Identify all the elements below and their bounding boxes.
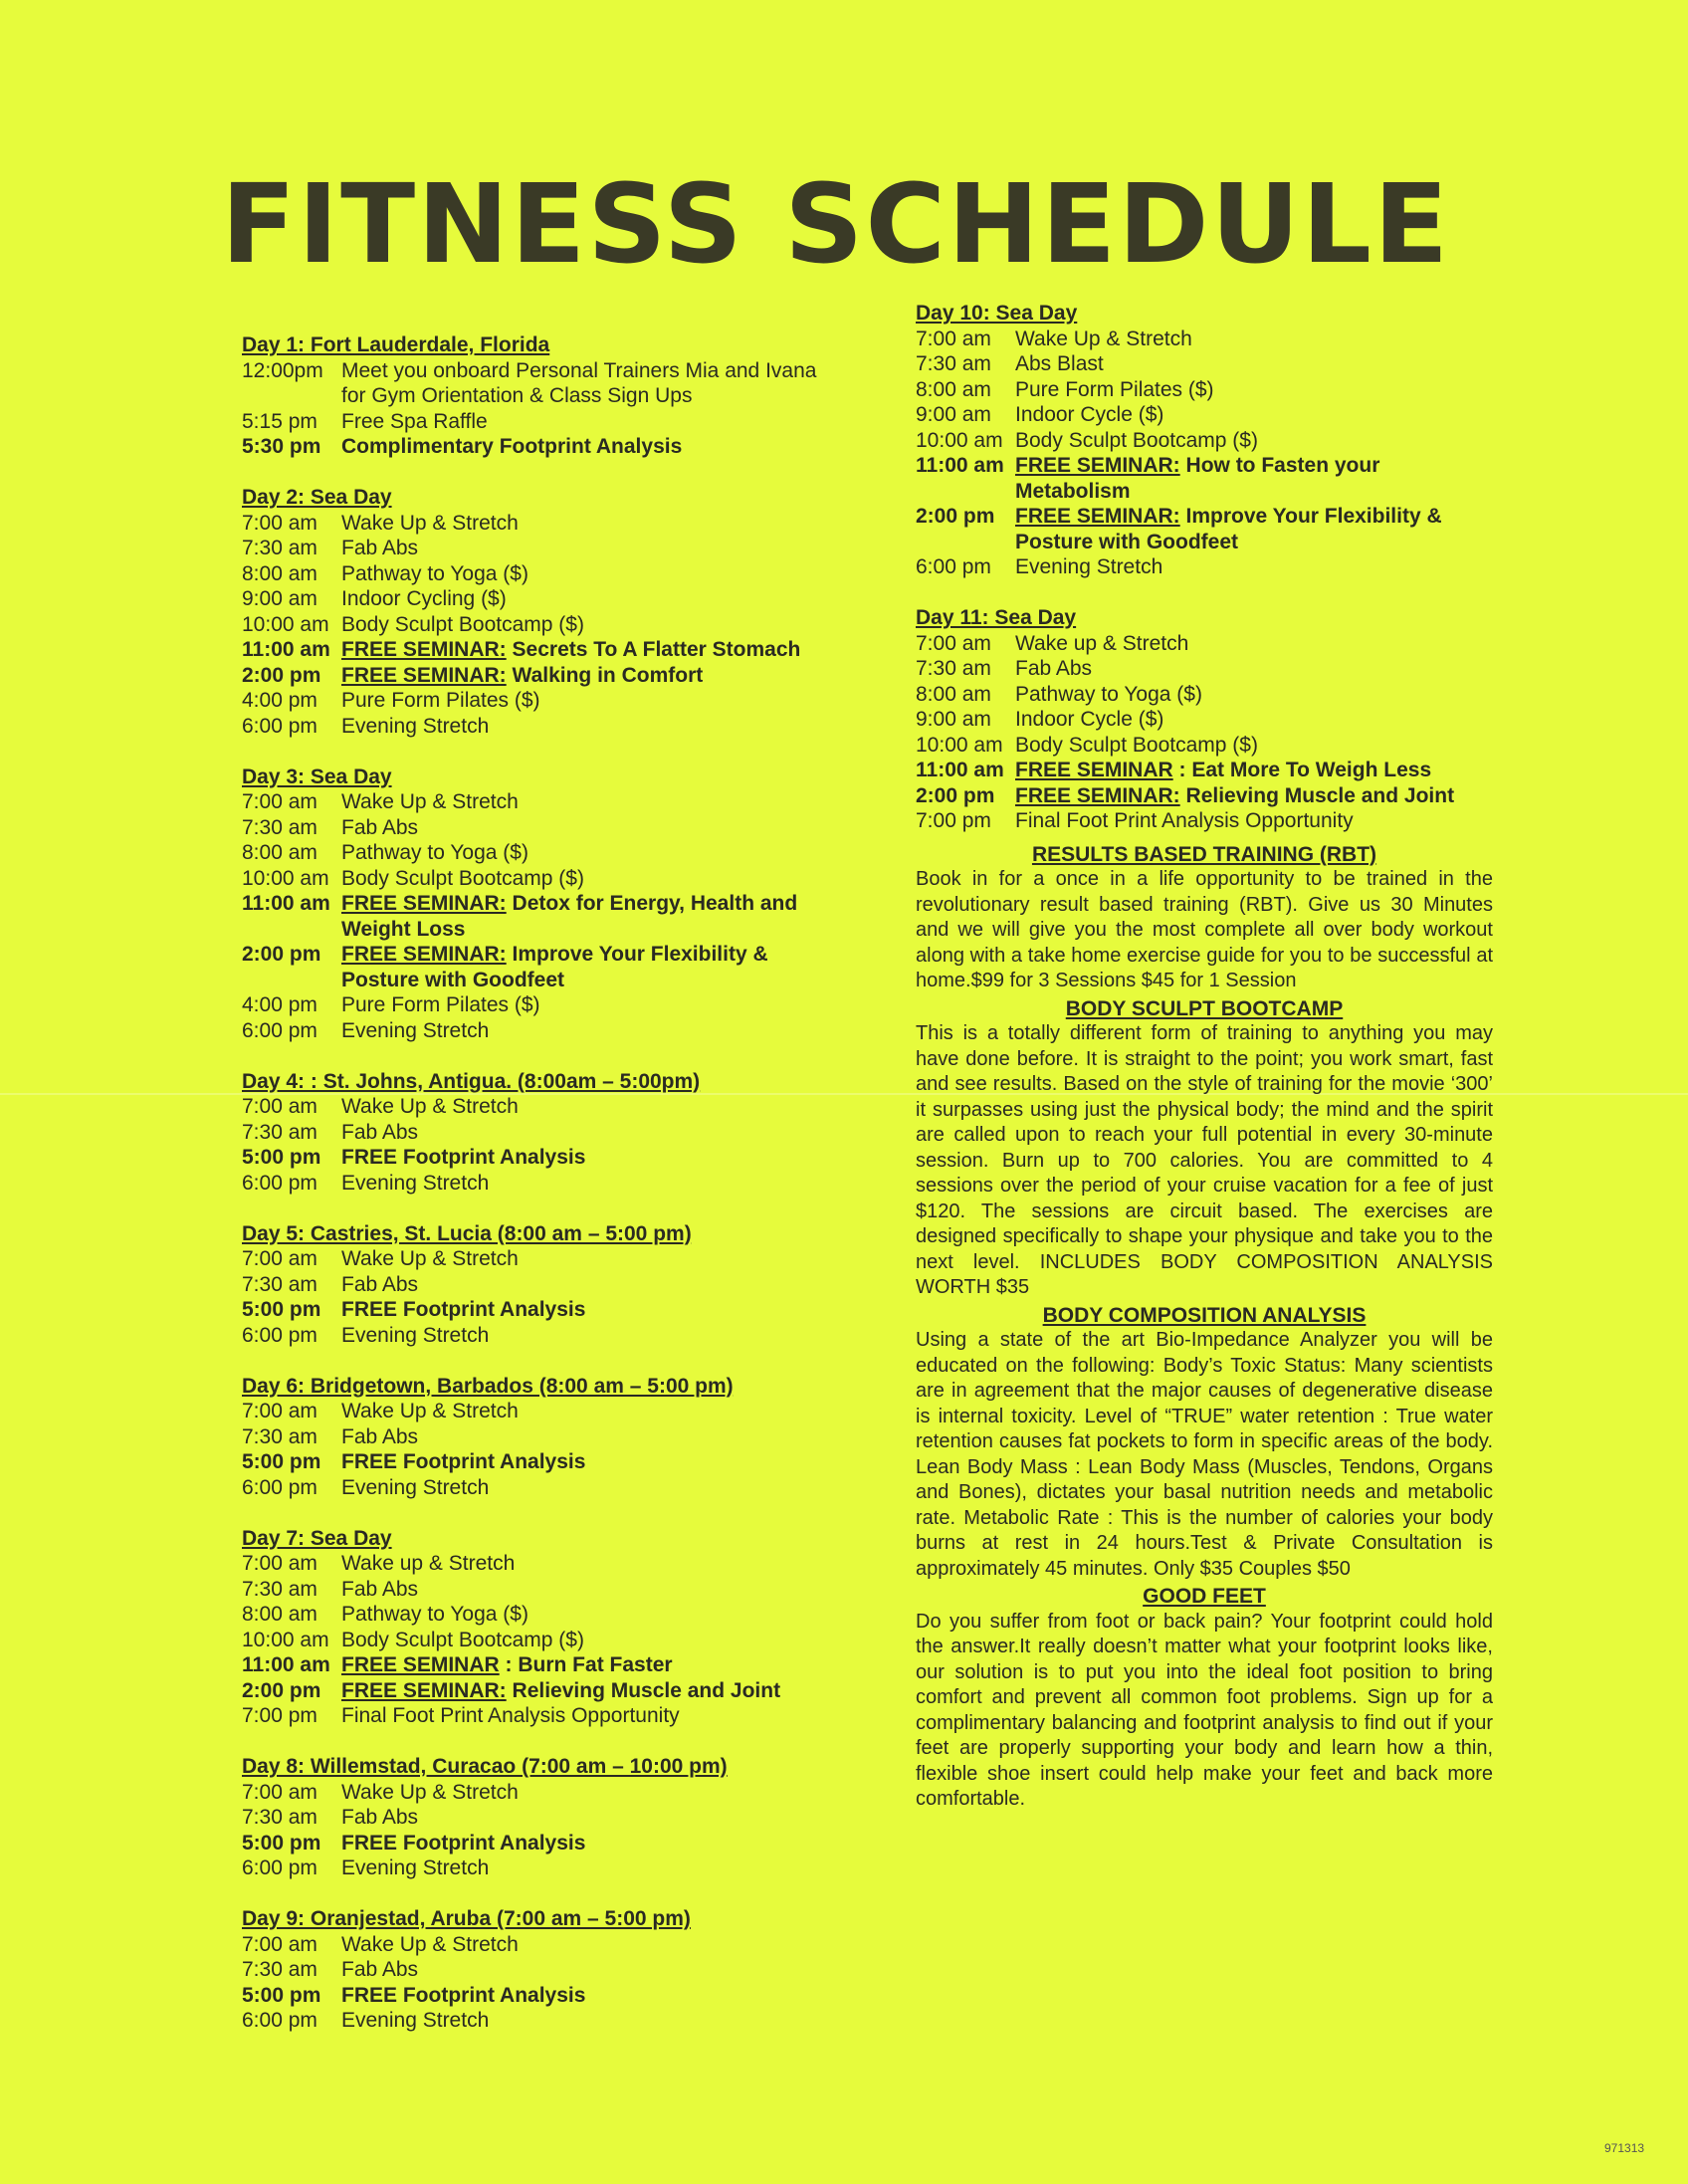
activity-label: Relieving Muscle and Joint [1185, 783, 1455, 807]
time-label: 7:00 am [242, 1780, 317, 1804]
activity-cell [341, 1297, 839, 1323]
activity-label: Indoor Cycle ($) [1015, 403, 1164, 426]
activity-cell [341, 840, 839, 866]
schedule-row [242, 1399, 839, 1424]
time-label: 7:30 am [242, 815, 317, 839]
activity-label: Improve Your Flexibility & Posture with Goodfeet [341, 943, 768, 991]
section-body: Book in for a once in a life opportunity to be trained in the revolutionary result based training (RBT). Give us 30 Minutes and we will give you the most complete all over body workout along with a take home exercise guide for you to be successful at home.$99 for 3 Sessions $45 for 1 Session [916, 868, 1493, 991]
activity-cell [1015, 631, 1493, 657]
schedule-row [242, 1323, 839, 1349]
activity-cell [1015, 808, 1493, 834]
activity-cell [341, 358, 839, 409]
time-label: 7:00 pm [242, 1704, 317, 1727]
activity-cell [1015, 327, 1493, 352]
activity-cell [341, 891, 839, 942]
activity-label: FREE Footprint Analysis [341, 1298, 586, 1321]
schedule-row [242, 1094, 839, 1120]
schedule-row [242, 511, 839, 537]
activity-label: Fab Abs [341, 1806, 419, 1829]
schedule-row [242, 1449, 839, 1475]
activity-label: Evening Stretch [341, 1475, 490, 1499]
activity-cell [341, 1577, 839, 1603]
time-label: 9:00 am [242, 587, 317, 610]
activity-label: Pathway to Yoga ($) [341, 841, 528, 864]
schedule-row [242, 1652, 839, 1678]
time-label: 12:00pm [242, 358, 323, 382]
activity-cell [341, 1551, 839, 1577]
seminar-label: FREE SEMINAR: [341, 892, 507, 915]
activity-label: Secrets To A Flatter Stomach [512, 638, 801, 661]
schedule-row [242, 1983, 839, 2009]
day-block [242, 332, 839, 460]
activity-label: Fab Abs [341, 1120, 419, 1144]
activity-label: Final Foot Print Analysis Opportunity [1015, 809, 1354, 832]
activity-label: How to Fasten your Metabolism [1015, 454, 1380, 503]
time-label: 2:00 pm [916, 783, 995, 807]
activity-cell [341, 1399, 839, 1424]
section-body: Using a state of the art Bio-Impedance Analyzer you will be educated on the following: Body’s Toxic Status: Many scientists are in agreement that the major causes of degenerative disease is internal toxicity. Level of “TRUE” water retention : True water retention causes fat pockets to form in specific areas of the body. Lean Body Mass : Lean Body Mass (Muscles, Tendons, Organs and Bones), dictates your basal nutrition needs and metabolic rate. Metabolic Rate : This is the number of calories your body burns at rest in 24 hours.Test & Private Consultation is approximately 45 minutes. Only $35 Couples $50 [916, 1329, 1493, 1580]
schedule-row [242, 586, 839, 612]
activity-cell [341, 789, 839, 815]
seminar-label: FREE SEMINAR: [341, 943, 507, 966]
activity-label: Fab Abs [341, 1424, 419, 1448]
activity-label: Pathway to Yoga ($) [1015, 682, 1202, 706]
seminar-label: FREE SEMINAR [1015, 759, 1173, 781]
time-label: 7:30 am [242, 1958, 317, 1981]
activity-cell [341, 1171, 839, 1197]
schedule-row [242, 637, 839, 663]
time-label: 8:00 am [242, 841, 317, 864]
activity-cell [341, 536, 839, 561]
schedule-row [242, 1577, 839, 1603]
time-label: 9:00 am [916, 708, 991, 731]
right-column [916, 301, 1493, 1813]
schedule-row [916, 707, 1493, 733]
day-block [242, 1221, 839, 1349]
activity-label: Evening Stretch [1015, 555, 1163, 578]
time-label: 11:00 am [242, 892, 330, 915]
time-label: 5:15 pm [242, 409, 317, 433]
activity-label: Fab Abs [341, 1272, 419, 1296]
activity-label: Wake Up & Stretch [341, 1400, 519, 1422]
schedule-row [242, 789, 839, 815]
activity-label: Wake up & Stretch [1015, 631, 1189, 655]
activity-label: Meet you onboard Personal Trainers Mia and Ivana for Gym Orientation & Class Sign Ups [341, 358, 817, 407]
time-label: 4:00 pm [242, 689, 317, 712]
day-block [242, 1754, 839, 1881]
schedule-row [916, 428, 1493, 454]
activity-cell [341, 1652, 839, 1678]
activity-label: Fab Abs [341, 537, 419, 559]
activity-label: : Eat More To Weigh Less [1178, 759, 1432, 781]
activity-cell [1015, 554, 1493, 580]
schedule-row [242, 1856, 839, 1881]
activity-label: Pure Form Pilates ($) [341, 689, 540, 712]
activity-label: Evening Stretch [341, 1856, 490, 1879]
activity-label: Wake Up & Stretch [1015, 327, 1192, 350]
activity-label: Pure Form Pilates ($) [1015, 377, 1214, 401]
time-label: 11:00 am [916, 454, 1004, 477]
day-heading: Day 2: Sea Day [242, 486, 392, 509]
time-label: 10:00 am [242, 612, 329, 636]
schedule-row [916, 783, 1493, 809]
activity-label: Body Sculpt Bootcamp ($) [1015, 428, 1258, 452]
time-label: 8:00 am [916, 682, 991, 706]
activity-cell [341, 942, 839, 992]
activity-cell [1015, 453, 1493, 504]
time-label: 10:00 am [916, 428, 1003, 452]
activity-cell [341, 1983, 839, 2009]
activity-cell [341, 1094, 839, 1120]
activity-label: : Burn Fat Faster [505, 1653, 673, 1676]
activity-cell [341, 714, 839, 740]
time-label: 4:00 pm [242, 993, 317, 1016]
activity-cell [341, 1678, 839, 1704]
schedule-row [242, 409, 839, 435]
activity-cell [341, 612, 839, 638]
activity-label: Body Sculpt Bootcamp ($) [341, 866, 584, 890]
schedule-row [242, 891, 839, 942]
activity-cell [1015, 504, 1493, 554]
activity-cell [1015, 783, 1493, 809]
activity-label: Evening Stretch [341, 2009, 490, 2032]
schedule-row [242, 942, 839, 992]
activity-cell [341, 866, 839, 892]
activity-label: Body Sculpt Bootcamp ($) [341, 612, 584, 636]
schedule-row [916, 682, 1493, 708]
schedule-row [916, 656, 1493, 682]
day-block [916, 605, 1493, 834]
schedule-row [242, 1424, 839, 1450]
schedule-row [242, 1297, 839, 1323]
day-heading: Day 3: Sea Day [242, 764, 392, 788]
time-label: 7:30 am [242, 1120, 317, 1144]
activity-cell [341, 511, 839, 537]
schedule-row [916, 554, 1493, 580]
time-label: 7:00 pm [916, 809, 991, 832]
day-heading: Day 8: Willemstad, Curacao (7:00 am – 10:00 pm) [242, 1755, 728, 1778]
activity-label: Fab Abs [1015, 657, 1093, 680]
activity-cell [341, 1805, 839, 1831]
activity-cell [341, 1932, 839, 1958]
time-label: 2:00 pm [242, 1678, 321, 1702]
schedule-row [242, 1246, 839, 1272]
time-label: 2:00 pm [242, 663, 321, 687]
time-label: 7:00 am [916, 327, 991, 350]
activity-label: Indoor Cycle ($) [1015, 708, 1164, 731]
day-heading: Day 7: Sea Day [242, 1526, 392, 1550]
activity-label: Body Sculpt Bootcamp ($) [1015, 733, 1258, 757]
schedule-row [916, 733, 1493, 759]
activity-cell [341, 663, 839, 689]
activity-cell [1015, 733, 1493, 759]
activity-cell [341, 1449, 839, 1475]
time-label: 6:00 pm [242, 714, 317, 738]
section-title: GOOD FEET [1143, 1585, 1266, 1608]
schedule-row [916, 631, 1493, 657]
time-label: 7:00 am [242, 790, 317, 813]
schedule-row [916, 377, 1493, 403]
activity-label: Walking in Comfort [512, 663, 704, 687]
activity-label: FREE Footprint Analysis [341, 1146, 586, 1169]
activity-cell [1015, 377, 1493, 403]
activity-label: Detox for Energy, Health and Weight Loss [341, 892, 798, 941]
day-block [242, 1906, 839, 2034]
schedule-row [242, 1678, 839, 1704]
schedule-row [242, 1831, 839, 1856]
activity-cell [341, 1272, 839, 1298]
activity-label: Evening Stretch [341, 714, 490, 738]
activity-cell [341, 815, 839, 841]
day-block [242, 764, 839, 1044]
section-body: Do you suffer from foot or back pain? Your footprint could hold the answer.It really doesn’t matter what your footprint looks like, our solution is to put you into the ideal foot position to bring comfort and prevent all common foot problems. Sign up for a complimentary balancing and footprint analysis to find out if your feet are properly supporting your body and learn how a thin, flexible shoe insert could help make your feet and back more comfortable. [916, 1610, 1493, 1810]
activity-cell [341, 1780, 839, 1806]
time-label: 7:00 am [242, 1247, 317, 1270]
activity-cell [1015, 682, 1493, 708]
time-label: 7:30 am [242, 1424, 317, 1448]
section-title: BODY SCULPT BOOTCAMP [1065, 996, 1344, 1020]
schedule-row [242, 1145, 839, 1171]
schedule-row [242, 1018, 839, 1044]
schedule-row [916, 351, 1493, 377]
section-title: BODY COMPOSITION ANALYSIS [1042, 1303, 1367, 1327]
activity-label: Relieving Muscle and Joint [512, 1678, 781, 1702]
activity-cell [1015, 351, 1493, 377]
schedule-row [242, 1703, 839, 1729]
schedule-row [242, 815, 839, 841]
schedule-row [242, 612, 839, 638]
time-label: 2:00 pm [242, 943, 321, 966]
schedule-row [916, 327, 1493, 352]
activity-label: Free Spa Raffle [341, 409, 488, 433]
schedule-left-column [242, 332, 839, 2059]
schedule-row [242, 663, 839, 689]
schedule-row [242, 1551, 839, 1577]
activity-cell [341, 586, 839, 612]
activity-cell [341, 409, 839, 435]
section-body: This is a totally different form of training to anything you may have done before. It is straight to the point; you work smart, fast and see results. Based on the style of training for the movie ‘300’ it surpasses using just the physical body; the mind and the spirit are called upon to reach your full potential in every 30-minute session. Burn up to 700 calories. You are committed to 4 sessions over the period of your cruise vacation for a fee of just $120. The sessions are circuit based. The exercises are designed specifically to shape your physique and take you to the next level. INCLUDES BODY COMPOSITION ANALYSIS WORTH $35 [916, 1022, 1493, 1298]
time-label: 7:00 am [242, 1552, 317, 1575]
activity-label: Final Foot Print Analysis Opportunity [341, 1704, 680, 1727]
time-label: 6:00 pm [242, 2009, 317, 2032]
activity-label: Fab Abs [341, 815, 419, 839]
time-label: 7:00 am [242, 1400, 317, 1422]
seminar-label: FREE SEMINAR: [1015, 454, 1180, 477]
time-label: 7:30 am [242, 1272, 317, 1296]
day-heading: Day 1: Fort Lauderdale, Florida [242, 333, 550, 356]
time-label: 7:30 am [916, 352, 991, 375]
time-label: 9:00 am [916, 403, 991, 426]
day-heading: Day 4: : St. Johns, Antigua. (8:00am – 5:00pm) [242, 1069, 701, 1093]
activity-cell [341, 1018, 839, 1044]
time-label: 11:00 am [916, 759, 1004, 781]
section-title: RESULTS BASED TRAINING (RBT) [1031, 842, 1377, 866]
activity-cell [1015, 402, 1493, 428]
schedule-row [242, 1120, 839, 1146]
activity-cell [341, 1120, 839, 1146]
activity-label: Pathway to Yoga ($) [341, 1603, 528, 1626]
time-label: 5:00 pm [242, 1146, 321, 1169]
activity-label: FREE Footprint Analysis [341, 1983, 586, 2007]
activity-cell [341, 688, 839, 714]
time-label: 5:00 pm [242, 1298, 321, 1321]
schedule-row [242, 1272, 839, 1298]
activity-cell [341, 1628, 839, 1653]
seminar-label: FREE SEMINAR [341, 1653, 500, 1676]
document-number: 971313 [1604, 2141, 1645, 2155]
time-label: 5:00 pm [242, 1983, 321, 2007]
schedule-row [242, 992, 839, 1018]
activity-cell [341, 1602, 839, 1628]
activity-label: Abs Blast [1015, 352, 1104, 375]
day-heading: Day 11: Sea Day [916, 606, 1077, 629]
schedule-row [242, 714, 839, 740]
activity-label: Wake Up & Stretch [341, 1247, 519, 1270]
schedule-right-column [916, 301, 1493, 834]
schedule-row [242, 1932, 839, 1958]
activity-label: Evening Stretch [341, 1171, 490, 1195]
activity-cell [341, 1246, 839, 1272]
time-label: 8:00 am [916, 377, 991, 401]
time-label: 8:00 am [242, 1603, 317, 1626]
activity-label: Fab Abs [341, 1577, 419, 1601]
activity-cell [341, 1831, 839, 1856]
schedule-row [242, 1171, 839, 1197]
time-label: 7:00 am [242, 1932, 317, 1956]
time-label: 7:30 am [242, 1577, 317, 1601]
activity-label: Complimentary Footprint Analysis [341, 435, 683, 458]
info-sections [916, 842, 1493, 1813]
seminar-label: FREE SEMINAR: [341, 1678, 507, 1702]
activity-label: Pathway to Yoga ($) [341, 561, 528, 585]
activity-label: Fab Abs [341, 1958, 419, 1981]
activity-cell [341, 434, 839, 460]
activity-label: Wake Up & Stretch [341, 511, 519, 535]
schedule-row [916, 808, 1493, 834]
schedule-row [242, 688, 839, 714]
activity-label: Pure Form Pilates ($) [341, 993, 540, 1016]
activity-cell [341, 1424, 839, 1450]
page-title: FITNESS SCHEDULE [221, 160, 1451, 288]
activity-cell [341, 1145, 839, 1171]
activity-label: Body Sculpt Bootcamp ($) [341, 1628, 584, 1651]
time-label: 6:00 pm [242, 1323, 317, 1347]
time-label: 7:30 am [916, 657, 991, 680]
schedule-row [242, 1602, 839, 1628]
time-label: 8:00 am [242, 561, 317, 585]
activity-label: Evening Stretch [341, 1018, 490, 1042]
day-block [916, 301, 1493, 580]
time-label: 6:00 pm [242, 1171, 317, 1195]
time-label: 6:00 pm [242, 1475, 317, 1499]
activity-cell [341, 561, 839, 587]
activity-label: Wake up & Stretch [341, 1552, 516, 1575]
schedule-row [242, 866, 839, 892]
day-block [242, 1526, 839, 1729]
seminar-label: FREE SEMINAR: [341, 663, 507, 687]
activity-label: FREE Footprint Analysis [341, 1831, 586, 1855]
time-label: 10:00 am [242, 866, 329, 890]
day-heading: Day 5: Castries, St. Lucia (8:00 am – 5:00 pm) [242, 1221, 692, 1245]
time-label: 5:00 pm [242, 1450, 321, 1473]
schedule-row [242, 358, 839, 409]
day-block [242, 1069, 839, 1197]
schedule-row [242, 434, 839, 460]
activity-label: Evening Stretch [341, 1323, 490, 1347]
time-label: 5:00 pm [242, 1831, 321, 1855]
time-label: 11:00 am [242, 638, 330, 661]
activity-label: Wake Up & Stretch [341, 1932, 519, 1956]
activity-cell [1015, 758, 1493, 783]
schedule-row [242, 1475, 839, 1501]
activity-label: Wake Up & Stretch [341, 790, 519, 813]
activity-cell [1015, 656, 1493, 682]
activity-cell [341, 1323, 839, 1349]
day-heading: Day 6: Bridgetown, Barbados (8:00 am – 5:00 pm) [242, 1374, 734, 1398]
activity-cell [341, 1475, 839, 1501]
time-label: 7:30 am [242, 1806, 317, 1829]
activity-cell [341, 992, 839, 1018]
schedule-row [916, 504, 1493, 554]
schedule-row [242, 561, 839, 587]
activity-cell [341, 1703, 839, 1729]
schedule-row [916, 758, 1493, 783]
time-label: 2:00 pm [916, 505, 995, 528]
time-label: 10:00 am [916, 733, 1003, 757]
activity-label: Improve Your Flexibility & Posture with Goodfeet [1015, 505, 1442, 553]
seminar-label: FREE SEMINAR: [341, 638, 507, 661]
schedule-row [242, 1805, 839, 1831]
time-label: 11:00 am [242, 1653, 330, 1676]
time-label: 7:00 am [242, 1095, 317, 1118]
activity-cell [1015, 707, 1493, 733]
time-label: 7:30 am [242, 537, 317, 559]
activity-label: FREE Footprint Analysis [341, 1450, 586, 1473]
activity-label: Wake Up & Stretch [341, 1780, 519, 1804]
seminar-label: FREE SEMINAR: [1015, 783, 1180, 807]
schedule-row [242, 536, 839, 561]
schedule-row [242, 1628, 839, 1653]
time-label: 6:00 pm [916, 555, 991, 578]
activity-cell [341, 637, 839, 663]
time-label: 10:00 am [242, 1628, 329, 1651]
day-block [242, 485, 839, 739]
seminar-label: FREE SEMINAR: [1015, 505, 1180, 528]
schedule-row [242, 2008, 839, 2034]
activity-cell [1015, 428, 1493, 454]
time-label: 6:00 pm [242, 1018, 317, 1042]
day-block [242, 1374, 839, 1501]
activity-cell [341, 2008, 839, 2034]
time-label: 7:00 am [242, 511, 317, 535]
time-label: 6:00 pm [242, 1856, 317, 1879]
schedule-row [242, 840, 839, 866]
activity-cell [341, 1856, 839, 1881]
activity-cell [341, 1957, 839, 1983]
schedule-row [242, 1957, 839, 1983]
schedule-row [242, 1780, 839, 1806]
day-heading: Day 9: Oranjestad, Aruba (7:00 am – 5:00 pm) [242, 1907, 691, 1930]
day-heading: Day 10: Sea Day [916, 302, 1078, 325]
activity-label: Indoor Cycling ($) [341, 587, 507, 610]
schedule-row [916, 453, 1493, 504]
activity-label: Wake Up & Stretch [341, 1095, 519, 1118]
time-label: 7:00 am [916, 631, 991, 655]
schedule-row [916, 402, 1493, 428]
time-label: 5:30 pm [242, 435, 321, 458]
